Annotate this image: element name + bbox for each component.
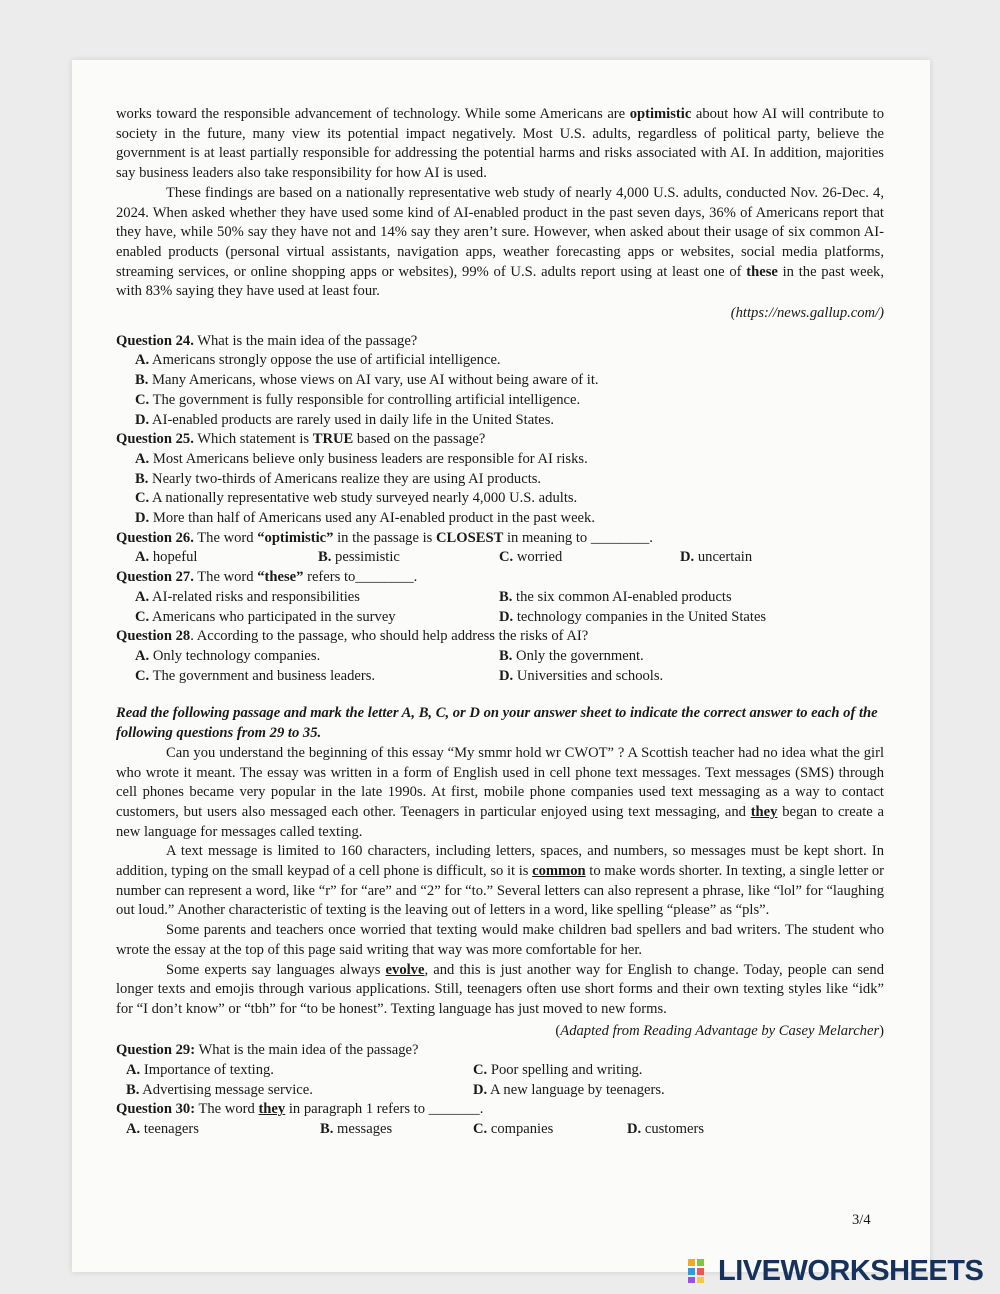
question-29: Question 29: What is the main idea of the passage? <box>116 1042 419 1059</box>
worksheet-content <box>116 105 884 1140</box>
question-27: Question 27. The word “these” refers to________. <box>116 569 418 586</box>
brand-name: LIVEWORKSHEETS <box>718 1254 984 1287</box>
q27-options-row-1 <box>135 588 884 608</box>
q26-option-a[interactable]: A. hopeful <box>135 549 198 566</box>
q30-option-a[interactable]: A. teenagers <box>126 1121 199 1138</box>
q28-options-row-1 <box>135 647 884 667</box>
passage2-source: (Adapted from Reading Advantage by Casey Melarcher) <box>555 1022 884 1039</box>
q30-option-c[interactable]: C. companies <box>473 1121 554 1138</box>
passage1-source: (https://news.gallup.com/) <box>730 305 884 322</box>
liveworksheets-mark-icon <box>688 1259 714 1283</box>
q28-option-d[interactable]: D. Universities and schools. <box>499 667 664 684</box>
q30-option-d[interactable]: D. customers <box>627 1121 705 1138</box>
q29-option-b[interactable]: B. Advertising message service. <box>126 1081 313 1098</box>
passage1-paragraph-2: These findings are based on a nationally representative web study of nearly 4,000 U.S. adults, conducted Nov. 26-Dec. 4, 2024. When asked whether they have used some kind of AI-enabled product in the past seven days, 36% of Americans report that they have, while 50% say they have not and 14% say they aren’t sure. However, when asked about their usage of six common AI-enabled products (personal virtual assistants, navigation apps, weather forecasting apps or websites, social media platforms, streaming services, or online shopping apps or websites), 99% of U.S. adults report using at least one of these in the past week, with 83% saying they have used at least four. <box>116 184 884 300</box>
keyword-they: they <box>750 803 778 820</box>
q29-options-row-2 <box>126 1081 884 1101</box>
q28-option-b[interactable]: B. Only the government. <box>499 647 644 664</box>
question-24: Question 24. What is the main idea of the passage? <box>116 332 418 349</box>
q26-options <box>135 548 884 568</box>
q27-option-a[interactable]: A. AI-related risks and responsibilities <box>135 588 360 605</box>
passage1-paragraph-1: works toward the responsible advancement of technology. While some Americans are optimistic about how AI will contribute to society in the future, many view its potential impact negatively. Most U.S. adults, regardless of political party, believe the government is at least partially responsible for addressing the potential harms and risks associated with AI. In addition, majorities say business leaders also take responsibility for how AI is used. <box>116 106 884 182</box>
q27-option-c[interactable]: C. Americans who participated in the survey <box>135 608 396 625</box>
q26-option-c[interactable]: C. worried <box>499 549 563 566</box>
q24-option-a[interactable]: A. Americans strongly oppose the use of artificial intelligence. <box>135 352 501 369</box>
q30-option-b[interactable]: B. messages <box>320 1121 393 1138</box>
q28-option-a[interactable]: A. Only technology companies. <box>135 647 321 664</box>
q29-option-c[interactable]: C. Poor spelling and writing. <box>473 1062 643 1079</box>
q27-option-d[interactable]: D. technology companies in the United States <box>499 608 767 625</box>
q26-option-d[interactable]: D. uncertain <box>680 549 753 566</box>
q25-option-d[interactable]: D. More than half of Americans used any AI-enabled product in the past week. <box>135 510 595 527</box>
liveworksheets-logo[interactable] <box>688 1254 983 1288</box>
keyword-these: these <box>746 263 778 280</box>
keyword-common: common <box>532 863 586 880</box>
q29-option-d[interactable]: D. A new language by teenagers. <box>473 1081 665 1098</box>
q29-option-a[interactable]: A. Importance of texting. <box>126 1062 274 1079</box>
q29-options-row-1 <box>126 1061 884 1081</box>
q25-option-a[interactable]: A. Most Americans believe only business leaders are responsible for AI risks. <box>135 450 588 467</box>
passage2-paragraph-1: Can you understand the beginning of this essay “My smmr hold wr CWOT” ? A Scottish teacher had no idea what the girl who wrote it meant. The essay was written in a form of English used in cell phone text messages. Text messages (SMS) through cell phones became very popular in the late 1990s. At first, mobile phone companies used text messaging as a way to contact customers, but users also messaged each other. Teenagers in particular enjoyed using text messaging, and they began to create a new language for messages called texting. <box>116 744 885 840</box>
keyword-optimistic: optimistic <box>629 106 692 122</box>
q25-option-b[interactable]: B. Nearly two-thirds of Americans realize they are using AI products. <box>135 470 542 487</box>
passage2-paragraph-3: Some parents and teachers once worried that texting would make children bad spellers and bad writers. The student who wrote the essay at the top of this page said writing that way was more comfortable for her. <box>116 922 884 958</box>
question-26: Question 26. The word “optimistic” in the passage is CLOSEST in meaning to ________. <box>116 529 653 546</box>
q28-options-row-2 <box>135 667 884 687</box>
q30-options <box>126 1120 884 1140</box>
q25-option-c[interactable]: C. A nationally representative web study surveyed nearly 4,000 U.S. adults. <box>135 490 578 507</box>
passage2-paragraph-4: Some experts say languages always evolve, and this is just another way for English to change. Today, people can send longer texts and emojis through various applications. Still, teenagers often use short forms and their own texting styles like “idk” for “I don’t know” or “tbh” for “to be honest”. Texting language has just moved to new forms. <box>116 961 884 1017</box>
q27-options-row-2 <box>135 608 884 628</box>
q24-option-d[interactable]: D. AI-enabled products are rarely used in daily life in the United States. <box>135 411 555 428</box>
q28-option-c[interactable]: C. The government and business leaders. <box>135 667 376 684</box>
keyword-evolve: evolve <box>385 961 425 978</box>
q24-option-b[interactable]: B. Many Americans, whose views on AI vary, use AI without being aware of it. <box>135 372 599 389</box>
q27-option-b[interactable]: B. the six common AI-enabled products <box>499 588 732 605</box>
question-30: Question 30: The word they in paragraph 1 refers to _______. <box>116 1101 484 1118</box>
question-28: Question 28. According to the passage, who should help address the risks of AI? <box>116 628 589 645</box>
q24-option-c[interactable]: C. The government is fully responsible for controlling artificial intelligence. <box>135 391 581 408</box>
passage2-paragraph-2: A text message is limited to 160 characters, including letters, spaces, and numbers, so messages must be kept short. In addition, typing on the small keypad of a cell phone is difficult, so it is common to make words shorter. In texting, a single letter or number can represent a word, like “r” for “are” and “2” for “to.” Several letters can also represent a phrase, like “lol” for “laughing out loud.” Another characteristic of texting is the leaving out of letters in a word, like spelling “please” as “pls”. <box>116 843 884 919</box>
question-25: Question 25. Which statement is TRUE based on the passage? <box>116 431 486 448</box>
section-instruction: Read the following passage and mark the letter A, B, C, or D on your answer sheet to indicate the correct answer to each of the following questions from 29 to 35. <box>116 705 878 742</box>
q26-option-b[interactable]: B. pessimistic <box>318 549 400 566</box>
page-number: 3/4 <box>852 1212 871 1228</box>
